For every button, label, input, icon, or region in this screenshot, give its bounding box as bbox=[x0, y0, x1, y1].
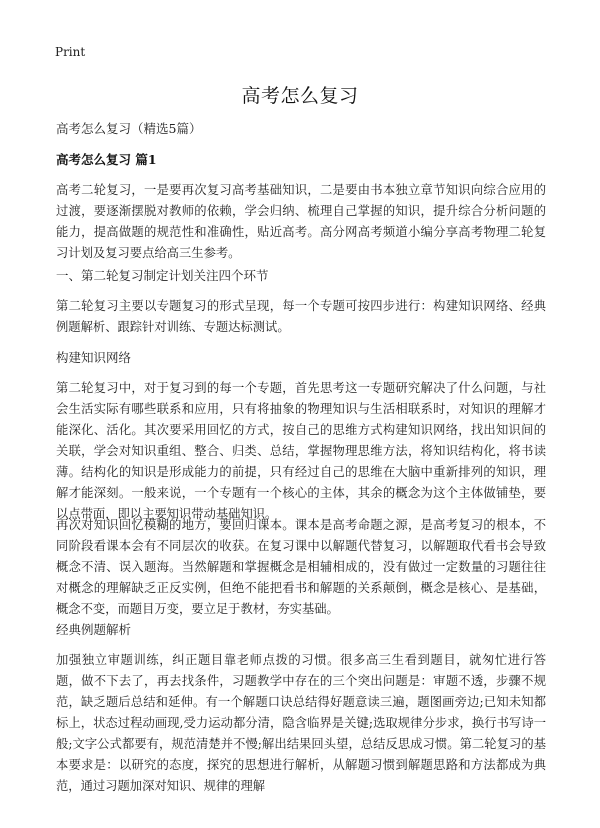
heading-knowledge-network: 构建知识网络 bbox=[56, 350, 132, 365]
document-title: 高考怎么复习 bbox=[241, 85, 359, 107]
paragraph-textbook: 再次对知识回忆模糊的地方，要回归课本。课本是高考命题之源，是高考复习的根本，不同阶段看课本会有不同层次的收获。在复习课中以解题代替复习，以解题取代看书会导致概念不清、误入题海。当然解题和掌握概念是相辅相成的，没有做过一定数量的习题往往对概念的理解缺乏正反实例，但绝不能把看书和解题的关系颠倒，概念是核心、是基础，概念不变，而题目万变，要立足于教材，夯实基础。 bbox=[56, 518, 546, 616]
heading-four-steps: 一、第二轮复习制定计划关注四个环节 bbox=[56, 268, 269, 283]
section-heading: 高考怎么复习 篇1 bbox=[56, 152, 157, 167]
document-subtitle: 高考怎么复习（精选5篇） bbox=[56, 121, 202, 136]
paragraph-knowledge-network: 第二轮复习中，对于复习到的每一个专题，首先思考这一专题研究解决了什么问题，与社会生活实际有哪些联系和应用，只有将抽象的物理知识与生活相联系时，对知识的理解才能深化、活化。其次要采用回忆的方式，按自己的思维方式构建知识网络，找出知识间的关联，学会对知识重组、整合、归类、总结，掌握物理思维方法，将知识结构化，将书读薄。结构化的知识是形成能力的前提，只有经过自己的思维在大脑中重新排列的知识，理解才能深刻。一般来说，一个专题有一个核心的主体，其余的概念为这个主体做铺垫，要以点带面，即以主要知识带动基础知识。 bbox=[56, 381, 546, 521]
paragraph-four-steps: 第二轮复习主要以专题复习的形式呈现，每一个专题可按四步进行：构建知识网络、经典例题解析、跟踪针对训练、专题达标测试。 bbox=[56, 299, 546, 334]
print-link[interactable]: Print bbox=[55, 45, 86, 59]
heading-example-analysis: 经典例题解析 bbox=[56, 622, 132, 637]
paragraph-example-analysis: 加强独立审题训练，纠正题目靠老师点拨的习惯。很多高三生看到题目，就匆忙进行答题，做不下去了，再去找条件，习题教学中存在的三个突出问题是：审题不透，步骤不规范，缺乏题后总结和延伸。有一个解题口诀总结得好题意读三遍，题图画旁边;已知未知都标上，状态过程动画现,受力运动都分清，隐含临界是关键;选取规律分步求，换行书写诗一般;文字公式都要有，规范清楚并不慢;解出结果回头望，总结反思成习惯。第二轮复习的基本要求是：以研究的态度，探究的思想进行解析，从解题习惯到解题思路和方法都成为典范，通过习题加深对知识、规律的理解 bbox=[56, 653, 546, 793]
paragraph-intro: 高考二轮复习，一是要再次复习高考基础知识，二是要由书本独立章节知识向综合应用的过渡，要逐渐摆脱对教师的依赖，学会归纳、梳理自己掌握的知识，提升综合分析问题的能力，提高做题的规范性和准确性，贴近高考。高分网高考频道小编分享高考物理二轮复习计划及复习要点给高三生参考。 bbox=[56, 183, 546, 260]
